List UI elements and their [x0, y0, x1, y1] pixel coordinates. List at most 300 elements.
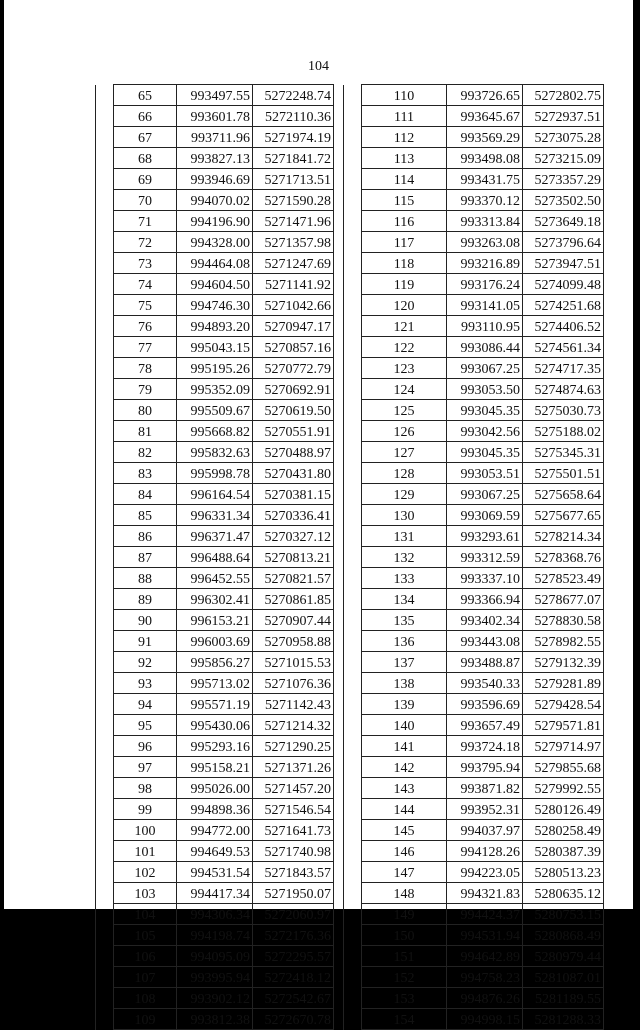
blank-cell	[344, 295, 362, 316]
table-row	[96, 694, 334, 715]
y-coordinate-cell: 5270619.50	[253, 400, 334, 421]
y-coordinate-cell: 5278830.58	[523, 610, 604, 631]
coordinates-table-right	[343, 84, 604, 1030]
point-number-cell: 72	[114, 232, 177, 253]
blank-cell	[344, 253, 362, 274]
x-coordinate-cell: 993488.87	[447, 652, 523, 673]
y-coordinate-cell: 5270947.17	[253, 316, 334, 337]
x-coordinate-cell: 995195.26	[177, 358, 253, 379]
point-number-cell: 135	[362, 610, 447, 631]
y-coordinate-cell: 5271247.69	[253, 253, 334, 274]
blank-cell	[96, 736, 114, 757]
y-coordinate-cell: 5272248.74	[253, 85, 334, 106]
table-row	[96, 610, 334, 631]
point-number-cell: 86	[114, 526, 177, 547]
point-number-cell: 105	[114, 925, 177, 946]
y-coordinate-cell: 5274561.34	[523, 337, 604, 358]
point-number-cell: 154	[362, 1009, 447, 1030]
x-coordinate-cell: 993724.18	[447, 736, 523, 757]
blank-cell	[96, 610, 114, 631]
y-coordinate-cell: 5273947.51	[523, 253, 604, 274]
point-number-cell: 143	[362, 778, 447, 799]
x-coordinate-cell: 994531.94	[447, 925, 523, 946]
blank-cell	[96, 232, 114, 253]
table-row	[96, 862, 334, 883]
x-coordinate-cell: 993312.59	[447, 547, 523, 568]
table-row	[344, 883, 604, 904]
y-coordinate-cell: 5273075.28	[523, 127, 604, 148]
table-row	[344, 694, 604, 715]
y-coordinate-cell: 5271641.73	[253, 820, 334, 841]
y-coordinate-cell: 5275677.65	[523, 505, 604, 526]
x-coordinate-cell: 994464.08	[177, 253, 253, 274]
blank-cell	[344, 694, 362, 715]
point-number-cell: 101	[114, 841, 177, 862]
blank-cell	[344, 631, 362, 652]
y-coordinate-cell: 5280126.49	[523, 799, 604, 820]
blank-cell	[344, 799, 362, 820]
blank-cell	[344, 442, 362, 463]
x-coordinate-cell: 995571.19	[177, 694, 253, 715]
table-row	[344, 778, 604, 799]
x-coordinate-cell: 994037.97	[447, 820, 523, 841]
blank-cell	[96, 547, 114, 568]
point-number-cell: 152	[362, 967, 447, 988]
table-row	[96, 673, 334, 694]
x-coordinate-cell: 995713.02	[177, 673, 253, 694]
x-coordinate-cell: 995668.82	[177, 421, 253, 442]
y-coordinate-cell: 5274406.52	[523, 316, 604, 337]
point-number-cell: 93	[114, 673, 177, 694]
table-row	[344, 169, 604, 190]
blank-cell	[344, 715, 362, 736]
y-coordinate-cell: 5278368.76	[523, 547, 604, 568]
x-coordinate-cell: 993726.65	[447, 85, 523, 106]
y-coordinate-cell: 5279855.68	[523, 757, 604, 778]
point-number-cell: 80	[114, 400, 177, 421]
blank-cell	[344, 169, 362, 190]
y-coordinate-cell: 5272418.12	[253, 967, 334, 988]
x-coordinate-cell: 993370.12	[447, 190, 523, 211]
blank-cell	[96, 652, 114, 673]
point-number-cell: 118	[362, 253, 447, 274]
x-coordinate-cell: 993045.35	[447, 400, 523, 421]
point-number-cell: 141	[362, 736, 447, 757]
blank-cell	[344, 505, 362, 526]
y-coordinate-cell: 5272802.75	[523, 85, 604, 106]
x-coordinate-cell: 993946.69	[177, 169, 253, 190]
x-coordinate-cell: 993540.33	[447, 673, 523, 694]
left-table-body	[96, 85, 334, 1030]
x-coordinate-cell: 993601.78	[177, 106, 253, 127]
blank-cell	[344, 400, 362, 421]
x-coordinate-cell: 993263.08	[447, 232, 523, 253]
table-row	[96, 946, 334, 967]
blank-cell	[96, 337, 114, 358]
point-number-cell: 89	[114, 589, 177, 610]
point-number-cell: 114	[362, 169, 447, 190]
point-number-cell: 110	[362, 85, 447, 106]
y-coordinate-cell: 5275501.51	[523, 463, 604, 484]
table-row	[344, 505, 604, 526]
blank-cell	[344, 379, 362, 400]
x-coordinate-cell: 993069.59	[447, 505, 523, 526]
x-coordinate-cell: 994424.37	[447, 904, 523, 925]
table-row	[344, 757, 604, 778]
y-coordinate-cell: 5272542.67	[253, 988, 334, 1009]
y-coordinate-cell: 5279132.39	[523, 652, 604, 673]
y-coordinate-cell: 5272060.97	[253, 904, 334, 925]
table-row	[344, 463, 604, 484]
table-row	[96, 925, 334, 946]
y-coordinate-cell: 5278982.55	[523, 631, 604, 652]
x-coordinate-cell: 994998.15	[447, 1009, 523, 1030]
point-number-cell: 71	[114, 211, 177, 232]
point-number-cell: 88	[114, 568, 177, 589]
table-row	[96, 463, 334, 484]
x-coordinate-cell: 993176.24	[447, 274, 523, 295]
blank-cell	[96, 421, 114, 442]
blank-cell	[344, 988, 362, 1009]
blank-cell	[344, 967, 362, 988]
y-coordinate-cell: 5279992.55	[523, 778, 604, 799]
page-number: 104	[308, 59, 329, 74]
blank-cell	[96, 988, 114, 1009]
point-number-cell: 125	[362, 400, 447, 421]
y-coordinate-cell: 5280979.44	[523, 946, 604, 967]
point-number-cell: 83	[114, 463, 177, 484]
x-coordinate-cell: 994746.30	[177, 295, 253, 316]
table-row	[96, 169, 334, 190]
y-coordinate-cell: 5275188.02	[523, 421, 604, 442]
table-row	[96, 127, 334, 148]
point-number-cell: 145	[362, 820, 447, 841]
y-coordinate-cell: 5281087.01	[523, 967, 604, 988]
x-coordinate-cell: 993042.56	[447, 421, 523, 442]
y-coordinate-cell: 5272110.36	[253, 106, 334, 127]
x-coordinate-cell: 995832.63	[177, 442, 253, 463]
blank-cell	[344, 610, 362, 631]
y-coordinate-cell: 5278214.34	[523, 526, 604, 547]
table-row	[96, 757, 334, 778]
blank-cell	[96, 85, 114, 106]
x-coordinate-cell: 993795.94	[447, 757, 523, 778]
document-page	[4, 0, 633, 1028]
y-coordinate-cell: 5270861.85	[253, 589, 334, 610]
point-number-cell: 147	[362, 862, 447, 883]
table-row	[96, 715, 334, 736]
point-number-cell: 130	[362, 505, 447, 526]
point-number-cell: 84	[114, 484, 177, 505]
y-coordinate-cell: 5278523.49	[523, 568, 604, 589]
x-coordinate-cell: 994095.09	[177, 946, 253, 967]
table-row	[344, 127, 604, 148]
point-number-cell: 106	[114, 946, 177, 967]
y-coordinate-cell: 5273215.09	[523, 148, 604, 169]
blank-cell	[96, 505, 114, 526]
y-coordinate-cell: 5274251.68	[523, 295, 604, 316]
table-row	[344, 316, 604, 337]
point-number-cell: 112	[362, 127, 447, 148]
coordinates-table-left	[95, 84, 334, 1030]
table-row	[96, 988, 334, 1009]
x-coordinate-cell: 995026.00	[177, 778, 253, 799]
point-number-cell: 140	[362, 715, 447, 736]
table-row	[344, 862, 604, 883]
y-coordinate-cell: 5279714.97	[523, 736, 604, 757]
table-row	[96, 799, 334, 820]
y-coordinate-cell: 5271546.54	[253, 799, 334, 820]
x-coordinate-cell: 994772.00	[177, 820, 253, 841]
table-row	[344, 967, 604, 988]
table-row	[344, 904, 604, 925]
y-coordinate-cell: 5272295.57	[253, 946, 334, 967]
table-row	[344, 106, 604, 127]
x-coordinate-cell: 994328.00	[177, 232, 253, 253]
point-number-cell: 122	[362, 337, 447, 358]
table-row	[344, 631, 604, 652]
table-row	[96, 295, 334, 316]
blank-cell	[344, 883, 362, 904]
x-coordinate-cell: 996164.54	[177, 484, 253, 505]
table-row	[96, 1009, 334, 1030]
blank-cell	[344, 841, 362, 862]
x-coordinate-cell: 993952.31	[447, 799, 523, 820]
point-number-cell: 116	[362, 211, 447, 232]
y-coordinate-cell: 5270336.41	[253, 505, 334, 526]
table-row	[344, 526, 604, 547]
x-coordinate-cell: 994198.74	[177, 925, 253, 946]
table-row	[96, 736, 334, 757]
blank-cell	[344, 211, 362, 232]
table-row	[344, 589, 604, 610]
point-number-cell: 102	[114, 862, 177, 883]
point-number-cell: 149	[362, 904, 447, 925]
blank-cell	[96, 169, 114, 190]
blank-cell	[96, 757, 114, 778]
x-coordinate-cell: 996371.47	[177, 526, 253, 547]
point-number-cell: 76	[114, 316, 177, 337]
point-number-cell: 144	[362, 799, 447, 820]
y-coordinate-cell: 5271214.32	[253, 715, 334, 736]
blank-cell	[96, 379, 114, 400]
blank-cell	[96, 694, 114, 715]
table-row	[96, 148, 334, 169]
point-number-cell: 73	[114, 253, 177, 274]
x-coordinate-cell: 993045.35	[447, 442, 523, 463]
table-row	[96, 211, 334, 232]
y-coordinate-cell: 5274717.35	[523, 358, 604, 379]
x-coordinate-cell: 994876.26	[447, 988, 523, 1009]
table-row	[96, 442, 334, 463]
point-number-cell: 85	[114, 505, 177, 526]
point-number-cell: 153	[362, 988, 447, 1009]
table-row	[96, 253, 334, 274]
point-number-cell: 99	[114, 799, 177, 820]
y-coordinate-cell: 5270907.44	[253, 610, 334, 631]
point-number-cell: 150	[362, 925, 447, 946]
y-coordinate-cell: 5279281.89	[523, 673, 604, 694]
x-coordinate-cell: 995352.09	[177, 379, 253, 400]
table-row	[344, 400, 604, 421]
blank-cell	[344, 190, 362, 211]
point-number-cell: 128	[362, 463, 447, 484]
point-number-cell: 120	[362, 295, 447, 316]
blank-cell	[344, 1009, 362, 1030]
x-coordinate-cell: 993067.25	[447, 484, 523, 505]
y-coordinate-cell: 5271015.53	[253, 652, 334, 673]
point-number-cell: 151	[362, 946, 447, 967]
table-row	[96, 631, 334, 652]
blank-cell	[344, 316, 362, 337]
table-row	[344, 610, 604, 631]
table-row	[344, 379, 604, 400]
point-number-cell: 95	[114, 715, 177, 736]
table-row	[344, 232, 604, 253]
x-coordinate-cell: 994417.34	[177, 883, 253, 904]
blank-cell	[344, 673, 362, 694]
table-row	[344, 988, 604, 1009]
blank-cell	[344, 232, 362, 253]
y-coordinate-cell: 5270692.91	[253, 379, 334, 400]
blank-cell	[96, 778, 114, 799]
y-coordinate-cell: 5271290.25	[253, 736, 334, 757]
x-coordinate-cell: 993902.12	[177, 988, 253, 1009]
x-coordinate-cell: 993337.10	[447, 568, 523, 589]
table-row	[344, 484, 604, 505]
table-row	[344, 190, 604, 211]
table-row	[344, 1009, 604, 1030]
x-coordinate-cell: 996452.55	[177, 568, 253, 589]
blank-cell	[96, 862, 114, 883]
point-number-cell: 117	[362, 232, 447, 253]
x-coordinate-cell: 993871.82	[447, 778, 523, 799]
x-coordinate-cell: 993086.44	[447, 337, 523, 358]
y-coordinate-cell: 5280387.39	[523, 841, 604, 862]
x-coordinate-cell: 993645.67	[447, 106, 523, 127]
blank-cell	[96, 673, 114, 694]
point-number-cell: 75	[114, 295, 177, 316]
point-number-cell: 133	[362, 568, 447, 589]
blank-cell	[96, 211, 114, 232]
table-row	[96, 337, 334, 358]
y-coordinate-cell: 5280513.23	[523, 862, 604, 883]
table-row	[344, 421, 604, 442]
point-number-cell: 79	[114, 379, 177, 400]
blank-cell	[344, 547, 362, 568]
point-number-cell: 68	[114, 148, 177, 169]
y-coordinate-cell: 5271974.19	[253, 127, 334, 148]
point-number-cell: 69	[114, 169, 177, 190]
table-row	[344, 358, 604, 379]
blank-cell	[344, 778, 362, 799]
y-coordinate-cell: 5280753.15	[523, 904, 604, 925]
blank-cell	[96, 1009, 114, 1030]
x-coordinate-cell: 994070.02	[177, 190, 253, 211]
table-row	[96, 568, 334, 589]
blank-cell	[96, 967, 114, 988]
table-row	[96, 190, 334, 211]
point-number-cell: 97	[114, 757, 177, 778]
blank-cell	[96, 127, 114, 148]
point-number-cell: 146	[362, 841, 447, 862]
x-coordinate-cell: 993657.49	[447, 715, 523, 736]
blank-cell	[96, 295, 114, 316]
table-row	[344, 442, 604, 463]
point-number-cell: 129	[362, 484, 447, 505]
x-coordinate-cell: 995430.06	[177, 715, 253, 736]
x-coordinate-cell: 993366.94	[447, 589, 523, 610]
blank-cell	[96, 526, 114, 547]
blank-cell	[96, 316, 114, 337]
blank-cell	[344, 589, 362, 610]
table-row	[344, 925, 604, 946]
blank-cell	[96, 715, 114, 736]
point-number-cell: 115	[362, 190, 447, 211]
table-row	[96, 421, 334, 442]
x-coordinate-cell: 993711.96	[177, 127, 253, 148]
table-row	[344, 946, 604, 967]
blank-cell	[96, 841, 114, 862]
x-coordinate-cell: 994758.23	[447, 967, 523, 988]
y-coordinate-cell: 5271042.66	[253, 295, 334, 316]
point-number-cell: 121	[362, 316, 447, 337]
y-coordinate-cell: 5279571.81	[523, 715, 604, 736]
y-coordinate-cell: 5270551.91	[253, 421, 334, 442]
x-coordinate-cell: 993110.95	[447, 316, 523, 337]
table-row	[344, 652, 604, 673]
blank-cell	[344, 904, 362, 925]
table-row	[96, 841, 334, 862]
point-number-cell: 91	[114, 631, 177, 652]
point-number-cell: 104	[114, 904, 177, 925]
point-number-cell: 132	[362, 547, 447, 568]
blank-cell	[344, 757, 362, 778]
blank-cell	[344, 862, 362, 883]
table-row	[344, 820, 604, 841]
point-number-cell: 111	[362, 106, 447, 127]
y-coordinate-cell: 5270431.80	[253, 463, 334, 484]
table-row	[344, 295, 604, 316]
blank-cell	[96, 925, 114, 946]
y-coordinate-cell: 5273649.18	[523, 211, 604, 232]
point-number-cell: 100	[114, 820, 177, 841]
point-number-cell: 92	[114, 652, 177, 673]
x-coordinate-cell: 993812.38	[177, 1009, 253, 1030]
x-coordinate-cell: 995158.21	[177, 757, 253, 778]
x-coordinate-cell: 995509.67	[177, 400, 253, 421]
x-coordinate-cell: 994196.90	[177, 211, 253, 232]
x-coordinate-cell: 995856.27	[177, 652, 253, 673]
x-coordinate-cell: 996153.21	[177, 610, 253, 631]
y-coordinate-cell: 5271841.72	[253, 148, 334, 169]
table-row	[344, 85, 604, 106]
x-coordinate-cell: 993443.08	[447, 631, 523, 652]
x-coordinate-cell: 993431.75	[447, 169, 523, 190]
x-coordinate-cell: 994642.89	[447, 946, 523, 967]
x-coordinate-cell: 993313.84	[447, 211, 523, 232]
point-number-cell: 119	[362, 274, 447, 295]
y-coordinate-cell: 5271590.28	[253, 190, 334, 211]
y-coordinate-cell: 5271713.51	[253, 169, 334, 190]
y-coordinate-cell: 5272176.36	[253, 925, 334, 946]
blank-cell	[96, 274, 114, 295]
blank-cell	[96, 148, 114, 169]
point-number-cell: 87	[114, 547, 177, 568]
point-number-cell: 124	[362, 379, 447, 400]
table-row	[96, 967, 334, 988]
x-coordinate-cell: 994128.26	[447, 841, 523, 862]
